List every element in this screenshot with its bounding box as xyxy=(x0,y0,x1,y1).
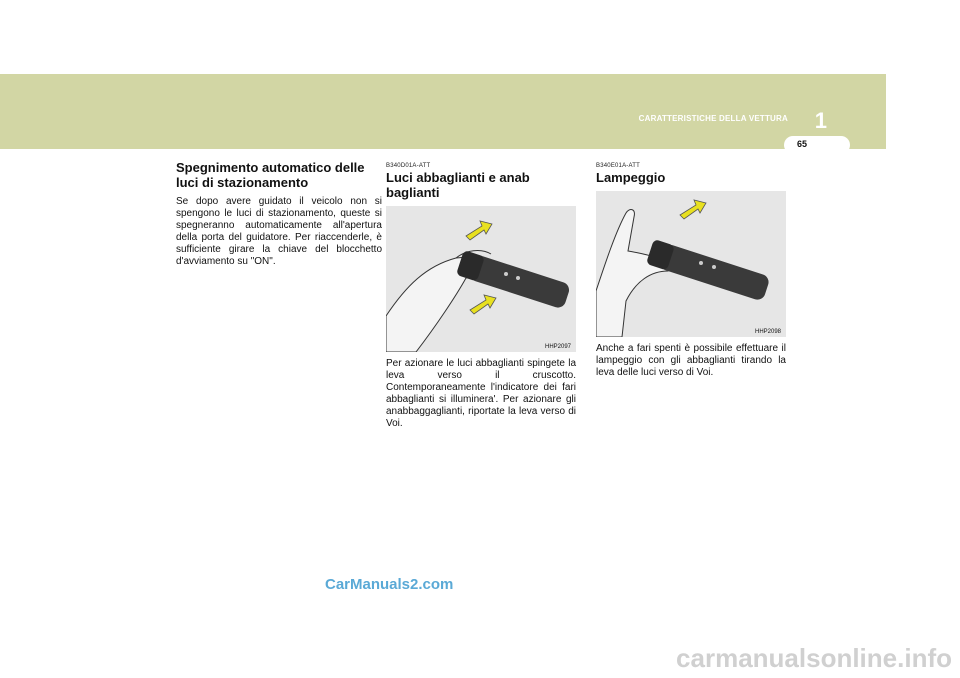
section-body: Anche a fari spenti è possibile effettuare il lampeggio con gli abbaglianti tirando la leva delle luci verso di Voi. xyxy=(596,343,786,378)
page-number: 65 xyxy=(796,139,807,149)
watermark-link[interactable]: CarManuals2.com xyxy=(325,576,454,593)
chapter-number: 1 xyxy=(814,108,827,133)
figure-label: HHP2098 xyxy=(754,329,781,335)
section-heading: Lampeggio xyxy=(596,170,666,185)
section-heading: Spegnimento automatico delle luci di stazionamento xyxy=(176,160,365,190)
figure-hand-pushing-lever xyxy=(386,206,576,352)
chapter-title: CARATTERISTICHE DELLA VETTURA xyxy=(638,114,788,123)
section-body: Se dopo avere guidato il veicolo non si spengono le luci di stazionamento, queste si spegneranno automaticamente all'apertura della porta del guidatore. Per riaccenderle, è sufficiente girare la chiave del blocchetto d'avviamento su "ON". xyxy=(176,196,382,267)
section-high-low-beam xyxy=(386,160,576,430)
section-flash xyxy=(596,160,786,379)
section-heading: Luci abbaglianti e anab baglianti xyxy=(386,170,530,200)
figure-label: HHP2097 xyxy=(544,344,571,350)
header-band xyxy=(0,74,886,149)
section-body: Per azionare le luci abbaglianti spingete la leva verso il cruscotto. Contemporaneamente l'indicatore dei fari abbaglianti si illuminera'. Per azionare gli anabbaggaglianti, riportate la leva verso di Voi. xyxy=(386,358,576,429)
footer-site-watermark: carmanualsonline.info xyxy=(676,643,952,673)
figure-hand-pulling-lever xyxy=(596,191,786,337)
section-code: B340D01A-ATT xyxy=(386,163,431,169)
section-code: B340E01A-ATT xyxy=(596,163,640,169)
section-auto-off xyxy=(176,160,382,268)
